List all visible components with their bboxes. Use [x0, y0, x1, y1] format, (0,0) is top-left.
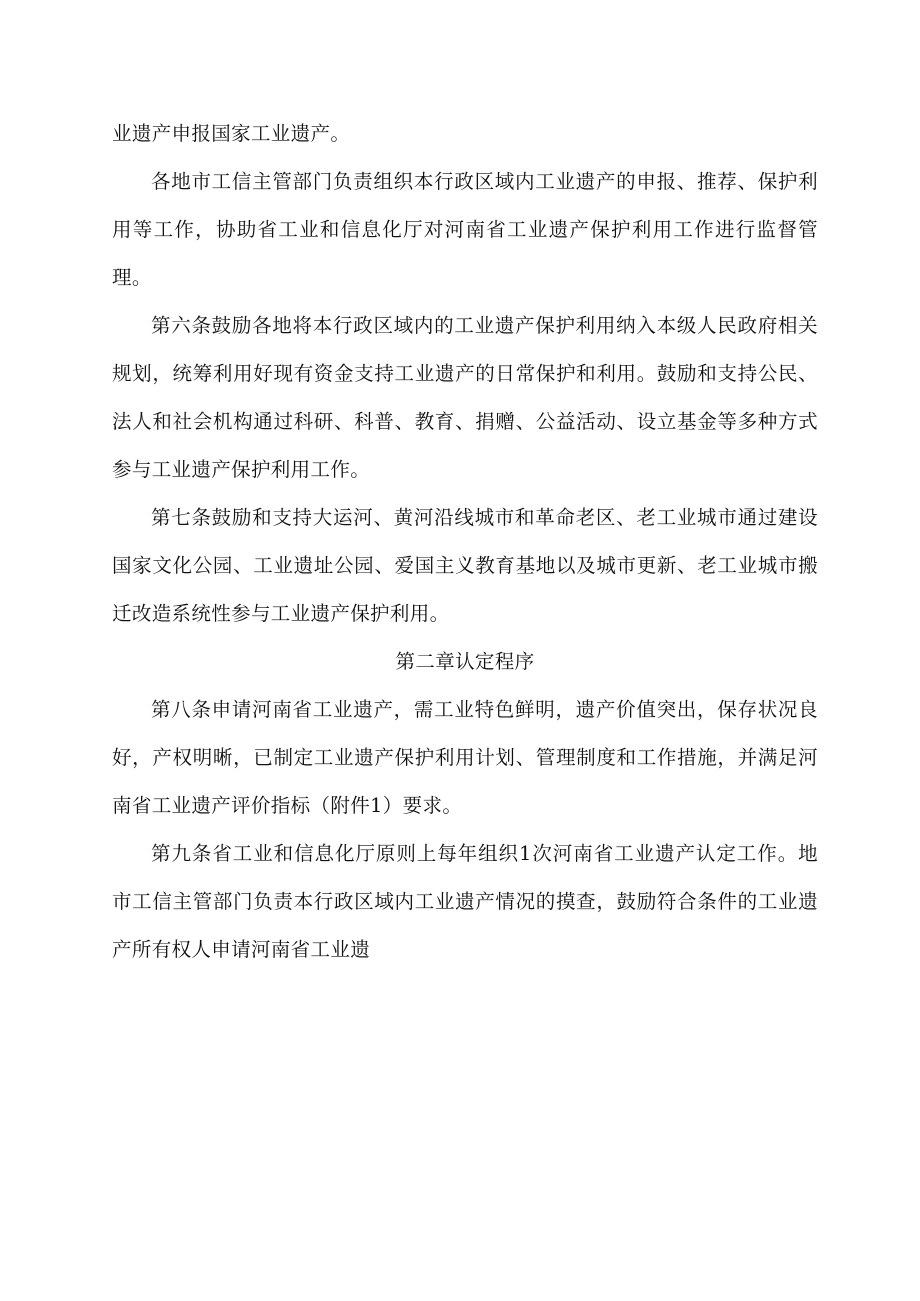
- paragraph-continuation: 业遗产申报国家工业遗产。: [112, 122, 351, 145]
- document-body: [112, 110, 818, 974]
- chapter-heading: 第二章认定程序: [395, 650, 535, 673]
- paragraph-article-7: 第七条鼓励和支持大运河、黄河沿线城市和革命老区、老工业城市通过建设国家文化公园、工业遗址公园、爱国主义教育基地以及城市更新、老工业城市搬迁改造系统性参与工业遗产保护利用。: [112, 506, 818, 625]
- paragraph-article-9: 第九条省工业和信息化厅原则上每年组织1次河南省工业遗产认定工作。地市工信主管部门负责本行政区域内工业遗产情况的摸查，鼓励符合条件的工业遗产所有权人申请河南省工业遗: [112, 842, 818, 961]
- paragraph-article-6: 第六条鼓励各地将本行政区域内的工业遗产保护利用纳入本级人民政府相关规划，统筹利用好现有资金支持工业遗产的日常保护和利用。鼓励和支持公民、法人和社会机构通过科研、科普、教育、捐赠、公益活动、设立基金等多种方式参与工业遗产保护利用工作。: [112, 314, 818, 481]
- paragraph-article-8: 第八条申请河南省工业遗产，需工业特色鲜明，遗产价值突出，保存状况良好，产权明晰，已制定工业遗产保护利用计划、管理制度和工作措施，并满足河南省工业遗产评价指标（附件1）要求。: [112, 698, 818, 817]
- paragraph-local-departments: 各地市工信主管部门负责组织本行政区域内工业遗产的申报、推荐、保护利用等工作，协助省工业和信息化厅对河南省工业遗产保护利用工作进行监督管理。: [112, 170, 818, 289]
